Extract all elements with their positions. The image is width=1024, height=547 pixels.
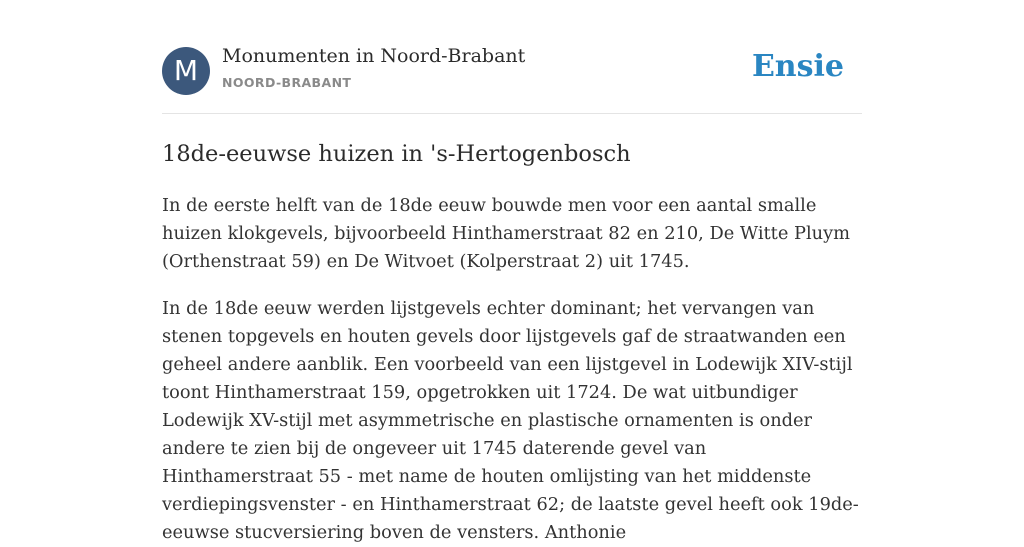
- site-title[interactable]: Monumenten in Noord-Brabant: [222, 45, 526, 67]
- ensie-logo[interactable]: Ensie: [751, 49, 844, 84]
- site-header: [162, 0, 862, 114]
- avatar[interactable]: M: [162, 47, 210, 95]
- content-container: [162, 0, 862, 547]
- article-title: 18de-eeuwse huizen in 's-Hertogenbosch: [162, 141, 631, 167]
- article-paragraph-1: In de eerste helft van de 18de eeuw bouwde men voor een aantal smalle huizen klokgevels, bijvoorbeeld Hinthamerstraat 82 en 210, De Witte Pluym (Orthenstraat 59) en De Witvoet (Kolperstraat 2) uit 1745.: [162, 195, 851, 272]
- site-subtitle[interactable]: NOORD-BRABANT: [222, 75, 352, 90]
- article-paragraph-2: In de 18de eeuw werden lijstgevels echter dominant; het vervangen van stenen topgevels en houten gevels door lijstgevels gaf de straatwanden een geheel andere aanblik. Een voorbeeld van een lijstgevel in Lodewijk XIV-stijl toont Hinthamerstraat 159, opgetrokken uit 1724. De wat uitbundiger Lodewijk XV-stijl met asymmetrische en plastische ornamenten is onder andere te zien bij de ongeveer uit 1745 daterende gevel van Hinthamerstraat 55 - met name de houten omlijsting van het middenste verdiepingsvenster - en Hinthamerstraat 62; de laatste gevel heeft ook 19de-eeuwse stucversiering boven de vensters. Anthonie: [162, 298, 859, 543]
